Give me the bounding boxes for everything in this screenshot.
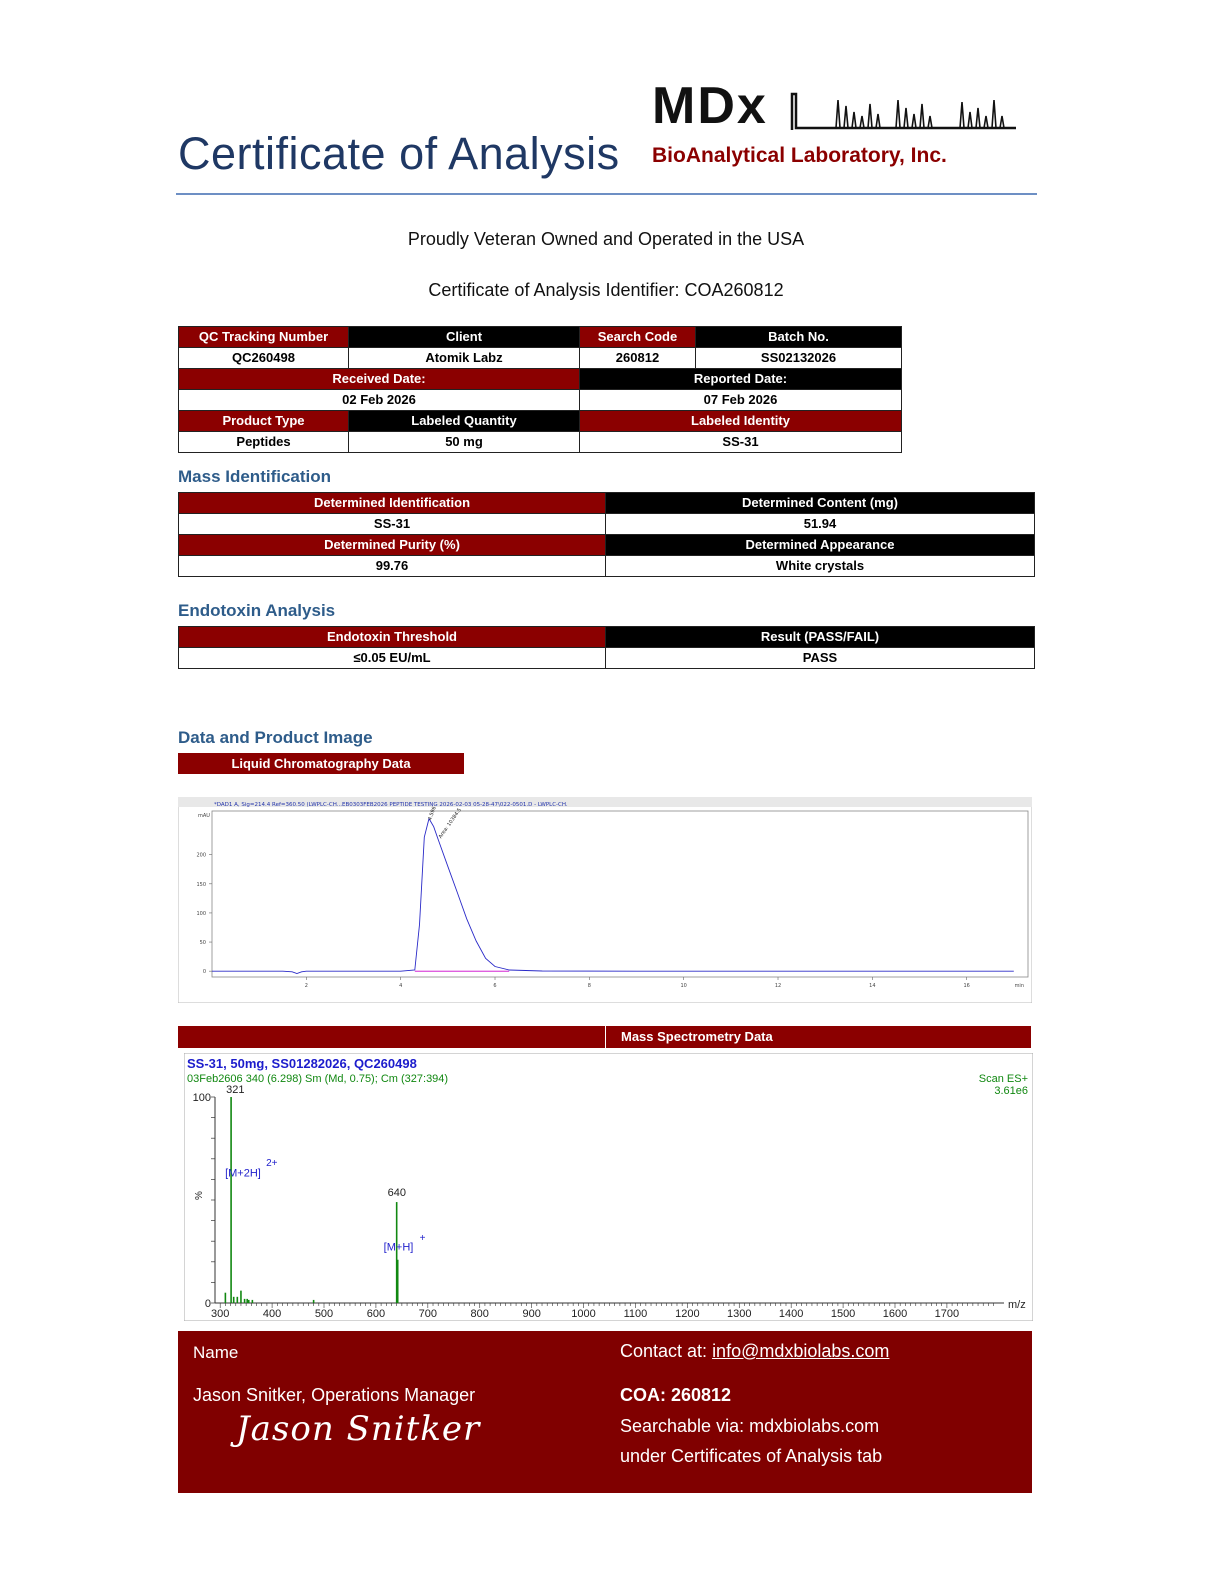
contact-prefix: Contact at: xyxy=(620,1341,713,1361)
table-row xyxy=(179,390,902,411)
header-determined-content: Determined Content (mg) xyxy=(606,493,1035,514)
table-row xyxy=(179,432,902,453)
lc-x-tick-label: 16 xyxy=(963,983,970,989)
contact-line xyxy=(620,1341,889,1362)
labeled-quantity-value: 50 mg xyxy=(349,432,580,453)
lc-frame xyxy=(178,797,1032,1003)
ms-x-tick-label: 600 xyxy=(366,1308,386,1320)
contact-email-link[interactable]: info@mdxbiolabs.com xyxy=(712,1341,890,1361)
ms-data-bar xyxy=(178,1026,1031,1048)
qr-code-icon[interactable] xyxy=(927,359,1020,452)
determined-appearance-value: White crystals xyxy=(606,556,1035,577)
lc-x-tick-label: 8 xyxy=(587,983,591,989)
lc-x-tick-label: 4 xyxy=(399,983,403,989)
header-determined-identification: Determined Identification xyxy=(179,493,606,514)
ms-frame xyxy=(184,1053,1033,1321)
searchable-text: Searchable via: mdxbiolabs.com xyxy=(620,1416,880,1436)
ms-ion-label: [M+H] xyxy=(383,1241,414,1254)
company-logo-mark: MDx xyxy=(652,77,768,135)
endotoxin-table xyxy=(178,626,1035,669)
client-value: Atomik Labz xyxy=(349,348,580,369)
ms-charge-label: 2+ xyxy=(266,1157,278,1169)
determined-identification-value: SS-31 xyxy=(179,514,606,535)
name-label: Name xyxy=(193,1343,239,1362)
ms-peak-label: 321 xyxy=(226,1084,245,1096)
ms-y-tick-label: 100 xyxy=(192,1092,211,1104)
qc-tracking-value: QC260498 xyxy=(179,348,349,369)
endotoxin-result-value: PASS xyxy=(606,648,1035,669)
ms-scan-intensity: 3.61e6 xyxy=(994,1085,1028,1097)
search-code-value: 260812 xyxy=(580,348,696,369)
product-info-table xyxy=(178,326,902,453)
ms-peak-label: 640 xyxy=(387,1187,407,1200)
labeled-identity-value: SS-31 xyxy=(580,432,902,453)
ms-x-tick-label: 1100 xyxy=(623,1308,648,1320)
header-qc-tracking: QC Tracking Number xyxy=(179,327,349,348)
table-row xyxy=(179,493,1035,514)
ms-x-tick-label: 1000 xyxy=(571,1308,596,1320)
tab-hint-text: under Certificates of Analysis tab xyxy=(620,1446,883,1466)
mass-identification-table xyxy=(178,492,1035,577)
ms-x-tick-label: 1300 xyxy=(727,1308,752,1320)
lc-data-label: Liquid Chromatography Data xyxy=(178,753,464,774)
lc-y-tick-label: 100 xyxy=(196,910,206,917)
table-row xyxy=(179,369,902,390)
ms-data-label: Mass Spectrometry Data xyxy=(621,1029,773,1044)
ms-scan-mode: Scan ES+ xyxy=(978,1073,1028,1085)
lc-x-tick-label: 2 xyxy=(304,983,308,989)
table-row xyxy=(179,556,1035,577)
coa-identifier: Certificate of Analysis Identifier: COA260812 xyxy=(428,280,784,300)
header-determined-purity: Determined Purity (%) xyxy=(179,535,606,556)
lc-peak-area-label: Area: 10384.5 xyxy=(437,807,463,840)
header-received-date: Received Date: xyxy=(179,369,580,390)
ms-x-tick-label: 700 xyxy=(418,1308,438,1320)
header-search-code: Search Code xyxy=(580,327,696,348)
company-logo-name: BioAnalytical Laboratory, Inc. xyxy=(652,144,947,167)
signature-image: Jason Snitker xyxy=(236,1409,481,1449)
signer-name: Jason Snitker, Operations Manager xyxy=(193,1385,476,1405)
ms-x-tick-label: 1500 xyxy=(830,1308,856,1320)
ms-x-tick-label: 400 xyxy=(262,1308,282,1320)
table-row xyxy=(179,514,1035,535)
batch-no-value: SS02132026 xyxy=(696,348,902,369)
header-determined-appearance: Determined Appearance xyxy=(606,535,1035,556)
ms-x-tick-label: 300 xyxy=(211,1308,230,1320)
header-endotoxin-threshold: Endotoxin Threshold xyxy=(179,627,606,648)
section-mass-identification: Mass Identification xyxy=(178,467,332,486)
lc-x-tick-label: 14 xyxy=(869,983,876,989)
lc-x-tick-label: 6 xyxy=(493,983,497,989)
ms-y-tick-label: 0 xyxy=(204,1298,211,1310)
ms-spectrum-chart xyxy=(184,1053,1033,1321)
ms-x-tick-label: 900 xyxy=(522,1308,541,1320)
lc-peak-label: 4.596 xyxy=(427,805,438,822)
table-row xyxy=(179,327,902,348)
table-row xyxy=(179,648,1035,669)
header-result: Result (PASS/FAIL) xyxy=(606,627,1035,648)
header-client: Client xyxy=(349,327,580,348)
ms-x-tick-label: 1200 xyxy=(675,1308,700,1320)
ms-y-axis-label: % xyxy=(194,1191,205,1200)
table-row xyxy=(179,411,902,432)
header-reported-date: Reported Date: xyxy=(580,369,902,390)
lc-y-tick-label: 50 xyxy=(199,940,206,947)
document-title: Certificate of Analysis xyxy=(178,128,620,179)
section-endotoxin-analysis: Endotoxin Analysis xyxy=(178,601,336,620)
lc-chromatogram-chart xyxy=(178,797,1032,1003)
header-product-type: Product Type xyxy=(179,411,349,432)
ms-x-tick-label: 500 xyxy=(314,1308,334,1320)
tagline: Proudly Veteran Owned and Operated in the USA xyxy=(407,229,805,249)
ms-subtitle: 03Feb2606 340 (6.298) Sm (Md, 0.75); Cm (327:394) xyxy=(187,1073,449,1085)
endotoxin-threshold-value: ≤0.05 EU/mL xyxy=(179,648,606,669)
lc-y-tick-label: 150 xyxy=(196,881,206,888)
ms-ion-label: [M+2H] xyxy=(225,1167,261,1180)
lc-y-tick-label: 0 xyxy=(202,969,206,976)
footer-panel xyxy=(178,1331,1032,1493)
lc-y-tick-label: 200 xyxy=(196,852,206,859)
lc-y-axis-label: mAU xyxy=(198,813,210,819)
header-batch-no: Batch No. xyxy=(696,327,902,348)
received-date-value: 02 Feb 2026 xyxy=(179,390,580,411)
ms-x-tick-label: 1400 xyxy=(778,1308,804,1320)
ms-x-tick-label: 800 xyxy=(470,1308,489,1320)
ms-x-tick-label: 1700 xyxy=(934,1308,960,1320)
ms-x-tick-label: 1600 xyxy=(882,1308,908,1320)
header-labeled-quantity: Labeled Quantity xyxy=(349,411,580,432)
table-row xyxy=(179,535,1035,556)
lc-x-axis-label: min xyxy=(1014,983,1024,989)
section-data-and-product-image: Data and Product Image xyxy=(178,728,373,747)
reported-date-value: 07 Feb 2026 xyxy=(580,390,902,411)
header-divider xyxy=(176,193,1037,195)
table-row xyxy=(179,627,1035,648)
determined-content-value: 51.94 xyxy=(606,514,1035,535)
lc-x-tick-label: 10 xyxy=(680,983,687,989)
lc-x-tick-label: 12 xyxy=(774,983,782,989)
determined-purity-value: 99.76 xyxy=(179,556,606,577)
lc-header-text: *DAD1 A, Sig=214.4 Ref=360.50 (LWPLC-CH...EB0303FEB2026 PEPTIDE TESTING 2026-02-03 05-28-47\022-0501.D - LWPLC-CH. xyxy=(214,802,568,808)
product-type-value: Peptides xyxy=(179,432,349,453)
logo-chromatogram-icon xyxy=(788,86,1020,132)
coa-number: COA: 260812 xyxy=(620,1385,732,1405)
ms-charge-label: + xyxy=(419,1233,426,1245)
table-row xyxy=(179,348,902,369)
ms-title: SS-31, 50mg, SS01282026, QC260498 xyxy=(187,1056,417,1071)
header-labeled-identity: Labeled Identity xyxy=(580,411,902,432)
ms-x-axis-label: m/z xyxy=(1008,1299,1026,1311)
